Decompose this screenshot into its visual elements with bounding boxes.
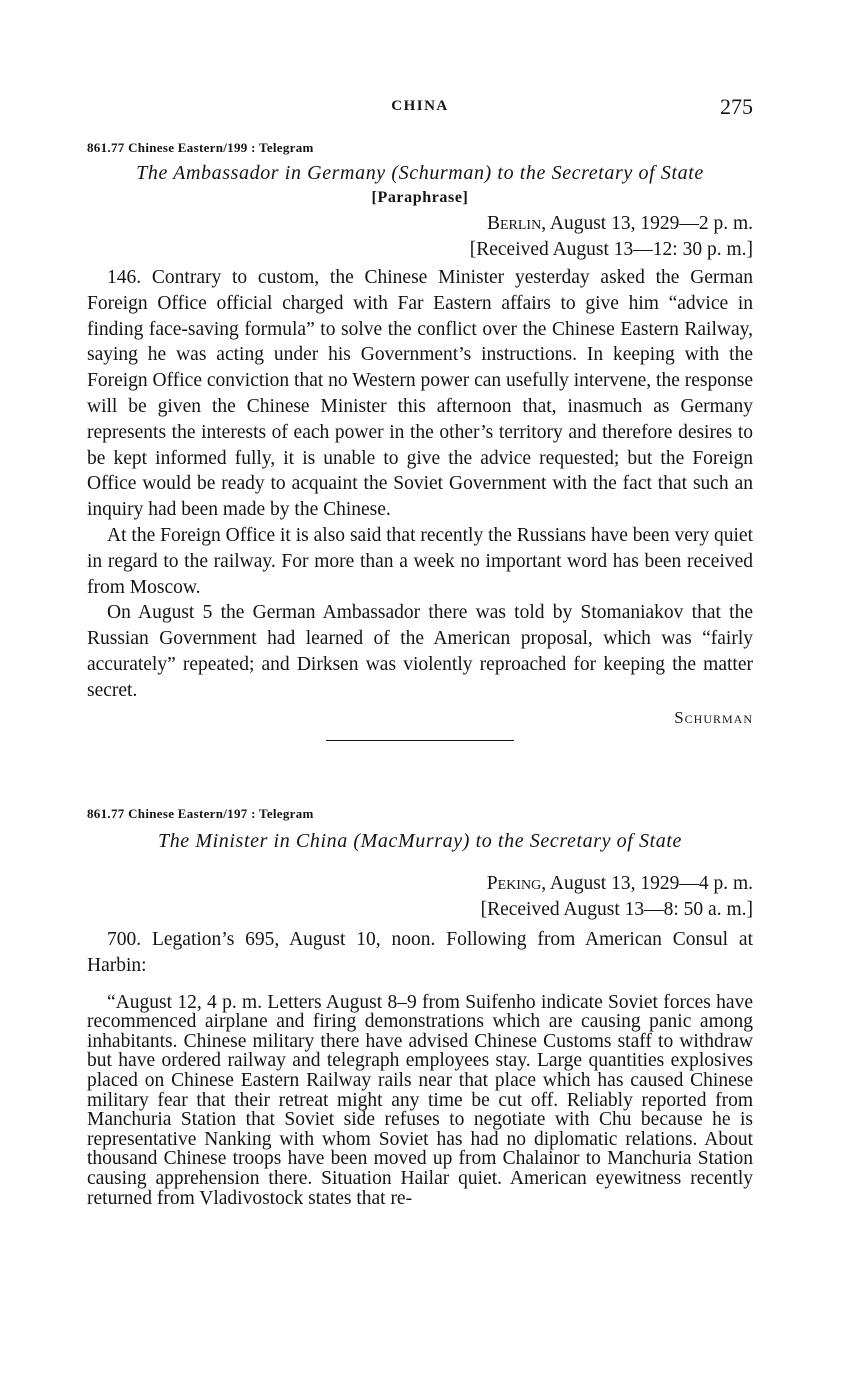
paragraph: At the Foreign Office it is also said that recently the Russians have been very quiet in regard to the railway. For more than a week no important word has been received from Moscow.: [87, 524, 753, 598]
document-heading: The Ambassador in Germany (Schurman) to the Secretary of State: [136, 162, 704, 184]
dateline-place: Berlin: [486, 213, 542, 234]
received-line: [Received August 13—12: 30 p. m.]: [469, 239, 753, 260]
signature: Schurman: [674, 707, 753, 727]
quoted-telegram: “August 12, 4 p. m. Letters August 8–9 from Suifenho indicate Soviet forces have recommenced airplane and firing demonstrations which are causing panic among inhabitants. Chinese military there have advised Chinese Customs staff to withdraw but have ordered railway and telegraph employees stay. Large quantities explosives placed on Chinese Eastern Railway rails near that place which has caused Chinese military fear that their retreat might any time be cut off. Reliably reported from Manchuria Station that Soviet side refuses to negotiate with Chu because he is representative Nanking with whom Soviet has had no diplomatic relations. About thousand Chinese troops have been moved up from Chalainor to Manchuria Station causing apprehension there. Situation Hailar quiet. American eyewitness recently returned from Vladivostock states that re-: [87, 991, 753, 1209]
dateline: [87, 211, 753, 237]
paragraph: 146. Contrary to custom, the Chinese Minister yesterday asked the German Foreign Office official charged with Far Eastern affairs to give him “advice in finding face-saving formula” to solve the conflict over the Chinese Eastern Railway, saying he was acting under his Government’s instructions. In keeping with the Foreign Office conviction that no Western power can usefully intervene, the response will be given the Chinese Minister this afternoon that, inasmuch as Germany represents the interests of each power in the other’s territory and therefore desires to be kept informed fully, it is unable to give the advice requested; but the Foreign Office would be ready to acquaint the Soviet Government with the fact that such an inquiry had been made by the Chinese.: [87, 267, 753, 521]
page-number: 275: [720, 94, 753, 119]
dateline: [87, 871, 753, 897]
paragraph: 700. Legation’s 695, August 10, noon. Following from American Consul at Harbin:: [87, 929, 753, 976]
document-macmurray: [87, 806, 753, 1208]
document-schurman: [87, 140, 753, 741]
file-reference: 861.77 Chinese Eastern/199 : Telegram: [87, 140, 314, 155]
running-head: [87, 94, 753, 122]
running-title: CHINA: [391, 98, 449, 114]
dateline-date: , August 13, 1929—2 p. m.: [541, 213, 753, 234]
dateline-place: Peking: [486, 873, 542, 894]
section-divider: [326, 740, 514, 741]
document-heading: The Minister in China (MacMurray) to the Secretary of State: [157, 830, 683, 852]
file-reference: 861.77 Chinese Eastern/197 : Telegram: [87, 806, 314, 821]
paragraph: On August 5 the German Ambassador there was told by Stomaniakov that the Russian Government had learned of the American proposal, which was “fairly accurately” repeated; and Dirksen was violently reproached for keeping the matter secret.: [87, 602, 753, 701]
dateline-date: , August 13, 1929—4 p. m.: [541, 873, 753, 894]
received-line: [Received August 13—8: 50 a. m.]: [480, 899, 753, 920]
paraphrase-label: [Paraphrase]: [371, 189, 469, 206]
